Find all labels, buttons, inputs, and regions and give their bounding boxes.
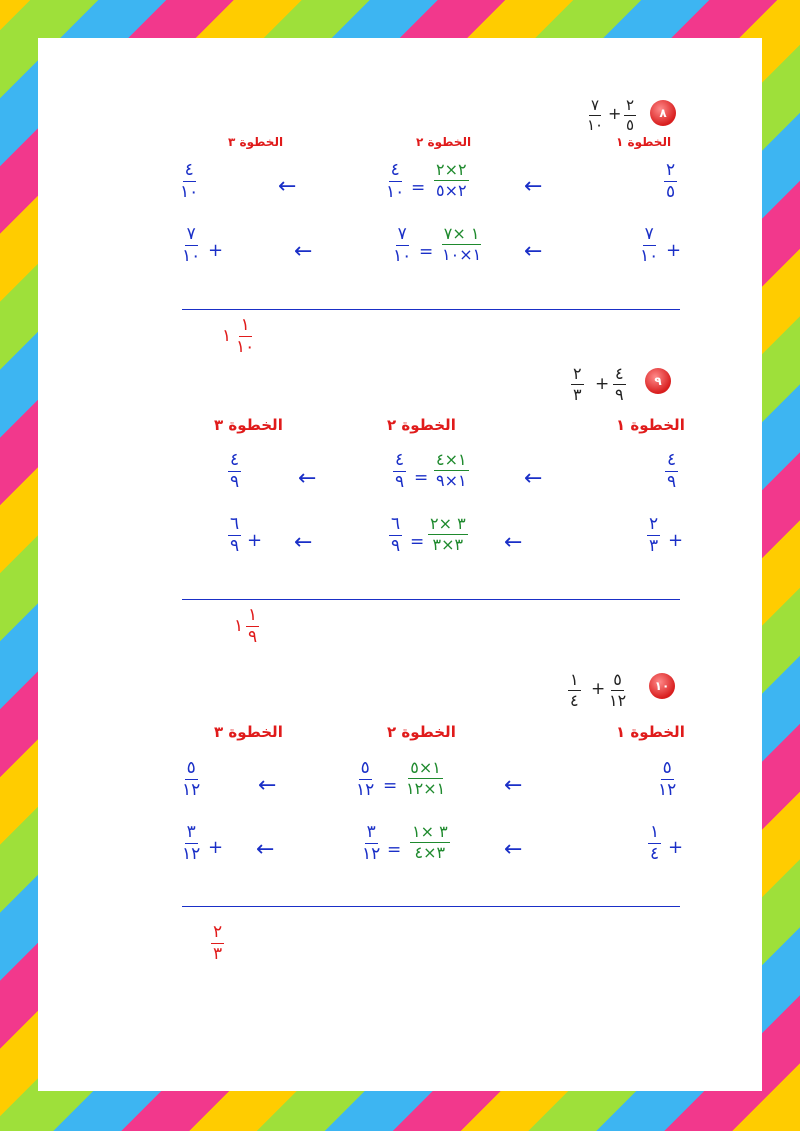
step-1-label: الخطوة ١: [616, 135, 672, 149]
numerator: ٣ ×٢: [430, 514, 466, 533]
numerator: ١: [240, 315, 250, 335]
multiplier-fraction: [434, 452, 469, 489]
equals-sign: =: [411, 178, 426, 198]
numerator: ٢: [213, 922, 223, 942]
question-plus: +: [595, 374, 610, 394]
numerator: ٧: [591, 96, 600, 114]
denominator: ١×٩: [436, 471, 467, 490]
denominator: ١٠: [640, 246, 659, 266]
numerator: ٢: [573, 364, 582, 383]
denominator: ٩: [667, 472, 677, 492]
arrow-icon: ←: [298, 466, 317, 491]
plus-sign: +: [668, 837, 684, 858]
problem-number-badge: ٩: [645, 368, 671, 394]
numerator: ٤: [390, 160, 400, 180]
denominator: ٣: [573, 385, 582, 404]
denominator: ١٢: [658, 780, 677, 800]
problem-number-badge: ١٠: [649, 673, 675, 699]
numerator: ١: [650, 822, 660, 842]
step1-fraction: [638, 226, 660, 265]
numerator: ٦: [230, 514, 240, 534]
denominator: ٤: [650, 844, 660, 864]
arrow-icon: ←: [504, 837, 523, 862]
numerator: ١: [248, 605, 258, 625]
question-plus: +: [591, 679, 606, 699]
question-plus: +: [608, 104, 622, 123]
sum-rule: [182, 309, 680, 310]
numerator: ٤: [184, 160, 194, 180]
plus-sign: +: [668, 530, 684, 551]
step2-fraction: [354, 760, 376, 799]
numerator: ٢: [666, 160, 676, 180]
step3-fraction: [228, 452, 241, 491]
arrow-icon: ←: [524, 239, 543, 264]
numerator: ٥: [360, 758, 370, 778]
step3-fraction: [180, 824, 202, 863]
numerator: ٤: [230, 450, 240, 470]
arrow-icon: ←: [256, 837, 275, 862]
numerator: ٥: [186, 758, 196, 778]
denominator: ١٢: [609, 691, 627, 710]
equals-sign: =: [410, 532, 425, 552]
plus-sign: +: [247, 530, 263, 551]
numerator: ٥: [662, 758, 672, 778]
question-fraction-a: [607, 672, 628, 709]
multiplier-fraction: [410, 824, 450, 861]
plus-sign: +: [666, 240, 682, 261]
step2-fraction: [384, 162, 406, 201]
multiplier-fraction: [440, 226, 483, 263]
denominator: ٤: [570, 691, 579, 710]
question-fraction-b: [585, 98, 605, 133]
arrow-icon: ←: [294, 530, 313, 555]
arrow-icon: ←: [504, 530, 523, 555]
question-fraction-a: [613, 366, 626, 403]
denominator: ٩: [395, 472, 405, 492]
denominator: ٢×٥: [436, 181, 467, 200]
denominator: ٥: [666, 182, 676, 202]
multiplier-fraction: [428, 516, 468, 553]
step-3-label: الخطوة ٣: [214, 416, 283, 434]
denominator: ٩: [248, 627, 258, 647]
numerator: ٣ ×١: [412, 822, 448, 841]
step-2-label: الخطوة ٢: [387, 416, 456, 434]
equals-sign: =: [383, 776, 398, 796]
step-3-label: الخطوة ٣: [214, 723, 283, 741]
arrow-icon: ←: [524, 174, 543, 199]
equals-sign: =: [419, 242, 434, 262]
multiplier-fraction: [434, 162, 469, 199]
step2-fraction: [389, 516, 402, 555]
question-fraction-b: [571, 366, 584, 403]
step3-fraction: [228, 516, 241, 555]
denominator: ١٠: [587, 116, 604, 134]
arrow-icon: ←: [278, 174, 297, 199]
step3-fraction: [180, 760, 202, 799]
denominator: ١٠: [236, 337, 255, 357]
arrow-icon: ←: [524, 466, 543, 491]
denominator: ٣×٣: [432, 535, 464, 554]
numerator: ١×٥: [410, 758, 441, 777]
worksheet-page: [38, 38, 762, 1091]
denominator: ١٠: [180, 182, 199, 202]
step3-fraction: [178, 162, 200, 201]
numerator: ١: [570, 670, 579, 689]
numerator: ١ ×٧: [443, 224, 480, 243]
numerator: ٢: [649, 514, 659, 534]
denominator: ١×١٠: [442, 245, 482, 264]
numerator: ٤: [615, 364, 624, 383]
denominator: ١٢: [362, 844, 381, 864]
numerator: ٤: [395, 450, 405, 470]
numerator: ٣: [366, 822, 376, 842]
arrow-icon: ←: [258, 773, 277, 798]
denominator: ٩: [230, 536, 240, 556]
step2-fraction: [391, 226, 413, 265]
step3-fraction: [180, 226, 202, 265]
step1-fraction: [656, 760, 678, 799]
denominator: ١٠: [393, 246, 412, 266]
denominator: ١×١٢: [406, 779, 446, 798]
numerator: ٤: [667, 450, 677, 470]
numerator: ٧: [644, 224, 654, 244]
denominator: ٩: [391, 536, 401, 556]
step2-fraction: [360, 824, 382, 863]
denominator: ١٢: [182, 780, 201, 800]
question-fraction-b: [568, 672, 581, 709]
problem-number-badge: ٨: [650, 100, 676, 126]
question-fraction-a: [624, 98, 636, 133]
numerator: ٥: [613, 670, 622, 689]
denominator: ٣: [649, 536, 659, 556]
step-3-label: الخطوة ٣: [228, 135, 284, 149]
step-1-label: الخطوة ١: [616, 416, 685, 434]
answer-whole: ١: [234, 616, 244, 636]
step1-fraction: [647, 516, 660, 555]
answer-fraction: [211, 924, 224, 963]
numerator: ٢×٢: [436, 160, 467, 179]
step1-fraction: [664, 162, 677, 201]
denominator: ٣×٤: [414, 843, 446, 862]
answer-fraction: [234, 317, 256, 356]
numerator: ٦: [391, 514, 401, 534]
denominator: ٣: [213, 944, 223, 964]
denominator: ١٢: [356, 780, 375, 800]
denominator: ١٠: [386, 182, 405, 202]
sum-rule: [182, 599, 680, 600]
denominator: ٩: [230, 472, 240, 492]
numerator: ٧: [186, 224, 196, 244]
step-2-label: الخطوة ٢: [387, 723, 456, 741]
step1-fraction: [665, 452, 678, 491]
step-1-label: الخطوة ١: [616, 723, 685, 741]
step1-fraction: [648, 824, 661, 863]
equals-sign: =: [414, 468, 429, 488]
multiplier-fraction: [404, 760, 447, 797]
denominator: ٥: [626, 116, 635, 134]
equals-sign: =: [387, 840, 402, 860]
numerator: ٧: [397, 224, 407, 244]
arrow-icon: ←: [504, 773, 523, 798]
answer-whole: ١: [222, 326, 232, 346]
numerator: ٢: [626, 96, 635, 114]
denominator: ١٠: [182, 246, 201, 266]
step2-fraction: [393, 452, 406, 491]
plus-sign: +: [208, 240, 224, 261]
numerator: ٣: [186, 822, 196, 842]
numerator: ١×٤: [436, 450, 467, 469]
denominator: ١٢: [182, 844, 201, 864]
plus-sign: +: [208, 837, 224, 858]
answer-fraction: [246, 607, 259, 646]
step-2-label: الخطوة ٢: [416, 135, 472, 149]
denominator: ٩: [615, 385, 624, 404]
sum-rule: [182, 906, 680, 907]
arrow-icon: ←: [294, 239, 313, 264]
